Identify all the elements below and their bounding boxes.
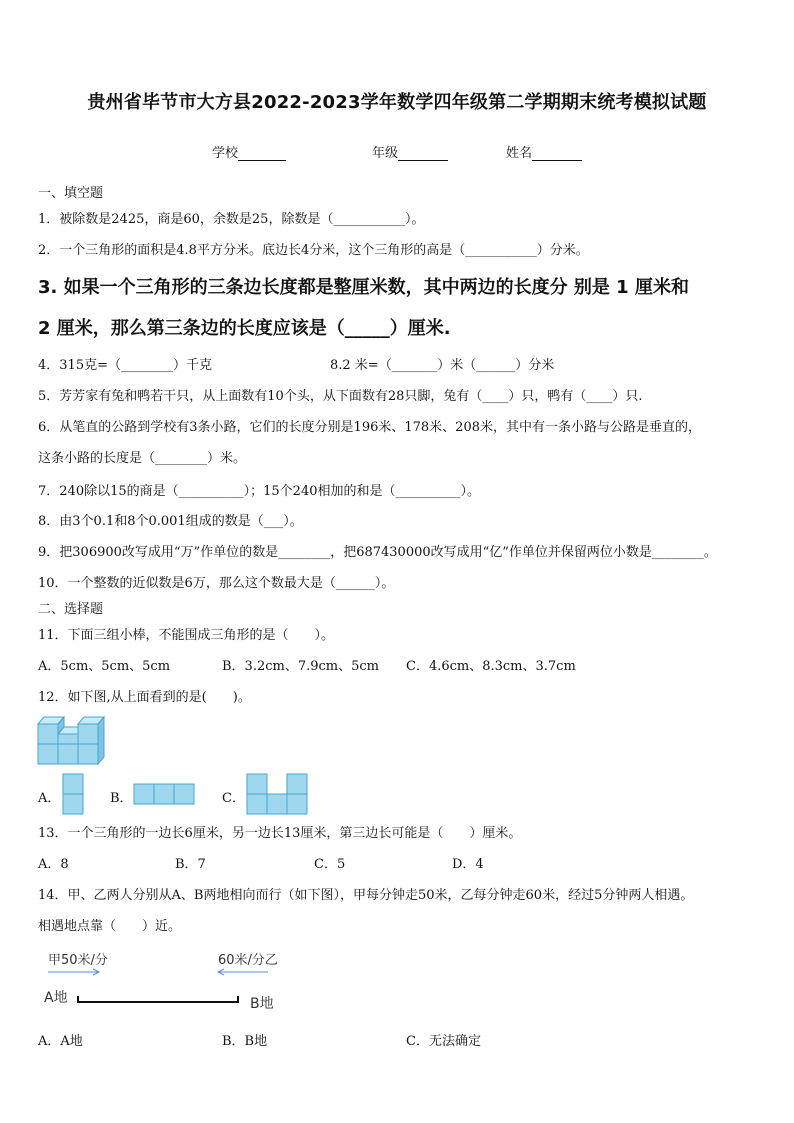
option-c-square-4: [267, 794, 287, 814]
section-choice: 二、选择题: [38, 602, 104, 617]
option-a-square-1: [63, 774, 83, 794]
question-1: 1．被除数是2425，商是60，余数是25，除数是（___________）。: [38, 212, 425, 227]
q13-option-d[interactable]: D．4: [452, 857, 484, 872]
grade-field: [372, 142, 448, 161]
option-b-square-1: [134, 784, 154, 804]
cube-front-2: [38, 744, 58, 764]
q11-option-a[interactable]: A．5cm、5cm、5cm: [38, 659, 171, 674]
option-c-square-3: [247, 794, 267, 814]
question-11: 11．下面三组小棒，不能围成三角形的是（ ）。: [38, 628, 335, 643]
b-place-label: B地: [250, 996, 274, 1012]
q11-option-b[interactable]: B．3.2cm、7.9cm、5cm: [222, 659, 379, 674]
q14-option-b[interactable]: B．B地: [222, 1034, 268, 1049]
grade-blank[interactable]: [398, 146, 448, 161]
cube-front-5: [78, 744, 98, 764]
cube-front-3: [58, 744, 78, 764]
school-label: 学校: [212, 146, 239, 161]
q13-option-c[interactable]: C．5: [314, 857, 346, 872]
question-3-line-2: 2 厘米，那么第三条边的长度应该是（_____）厘米.: [38, 318, 451, 339]
question-9: 9．把306900改写成用“万”作单位的数是________，把687430000改写成用“亿”作单位并保留两位小数是________。: [38, 545, 717, 560]
name-blank[interactable]: [532, 146, 582, 161]
cube-front-6: [58, 734, 78, 744]
question-13: 13．一个三角形的一边长6厘米，另一边长13厘米，第三边长可能是（ ）厘米。: [38, 826, 522, 841]
q12-option-c-figure[interactable]: [246, 773, 308, 815]
q14-figure: [38, 946, 288, 1016]
name-label: 姓名: [506, 146, 533, 161]
page-title: 贵州省毕节市大方县2022-2023学年数学四年级第二学期期末统考模拟试题: [87, 92, 707, 113]
q13-option-a[interactable]: A．8: [38, 857, 69, 872]
option-a-square-2: [63, 794, 83, 814]
school-field: [212, 142, 286, 161]
question-14-line-1: 14．甲、乙两人分别从A、B两地相向而行（如下图），甲每分钟走50米，乙每分钟走60米，经过5分钟两人相遇。: [38, 888, 694, 903]
question-7: 7．240除以15的商是（__________）；15个240相加的和是（__________）。: [38, 484, 480, 499]
question-3-line-1: 3. 如果一个三角形的三条边长度都是整厘米数，其中两边的长度分 别是 1 厘米和: [38, 277, 689, 298]
question-8: 8．由3个0.1和8个0.001组成的数是（___）。: [38, 514, 303, 529]
q11-option-c[interactable]: C．4.6cm、8.3cm、3.7cm: [406, 659, 576, 674]
grade-label: 年级: [372, 146, 399, 161]
cube-front-4: [78, 724, 98, 744]
name-field: [506, 142, 582, 161]
question-4-part-b: 8.2 米=（_______）米（______）分米: [330, 358, 555, 373]
question-4-part-a: 4．315克=（________）千克: [38, 358, 212, 373]
question-5: 5．芳芳家有兔和鸭若干只，从上面数有10个头，从下面数有28只脚，兔有（____）只，鸭有（____）只.: [38, 389, 643, 404]
school-blank[interactable]: [238, 146, 286, 161]
section-fill-in: 一、填空题: [38, 186, 104, 201]
q12-option-b-label[interactable]: B．: [110, 791, 133, 806]
q13-option-b[interactable]: B．7: [175, 857, 206, 872]
q14-option-c[interactable]: C．无法确定: [406, 1034, 481, 1049]
option-b-square-2: [154, 784, 174, 804]
option-c-square-5: [287, 794, 307, 814]
a-place-label: A地: [44, 990, 68, 1006]
q12-option-a-label[interactable]: A．: [38, 791, 61, 806]
q12-option-a-figure[interactable]: [62, 773, 84, 815]
q14-option-a[interactable]: A．A地: [38, 1034, 83, 1049]
cube-front-1: [38, 724, 58, 744]
question-6-line-2: 这条小路的长度是（________）米。: [38, 451, 247, 466]
q12-cube-figure: [36, 714, 108, 766]
question-12: 12．如下图,从上面看到的是( )。: [38, 690, 251, 705]
q12-option-b-figure[interactable]: [133, 783, 195, 805]
option-c-square-2: [287, 774, 307, 794]
question-14-line-2: 相遇地点靠（ ）近。: [38, 919, 182, 934]
question-10: 10．一个整数的近似数是6万，那么这个数最大是（______）。: [38, 576, 395, 591]
option-b-square-3: [174, 784, 194, 804]
cube-side-right: [98, 717, 104, 764]
q12-option-c-label[interactable]: C．: [222, 791, 245, 806]
option-c-square-1: [247, 774, 267, 794]
jia-speed-label: 甲50米/分: [48, 953, 108, 968]
yi-speed-label: 60米/分乙: [218, 953, 278, 968]
question-6-line-1: 6．从笔直的公路到学校有3条小路，它们的长度分别是196米、178米、208米，其中有一条小路与公路是垂直的，: [38, 420, 701, 435]
question-2: 2．一个三角形的面积是4.8平方分米。底边长4分米，这个三角形的高是（___________）分米。: [38, 243, 589, 258]
